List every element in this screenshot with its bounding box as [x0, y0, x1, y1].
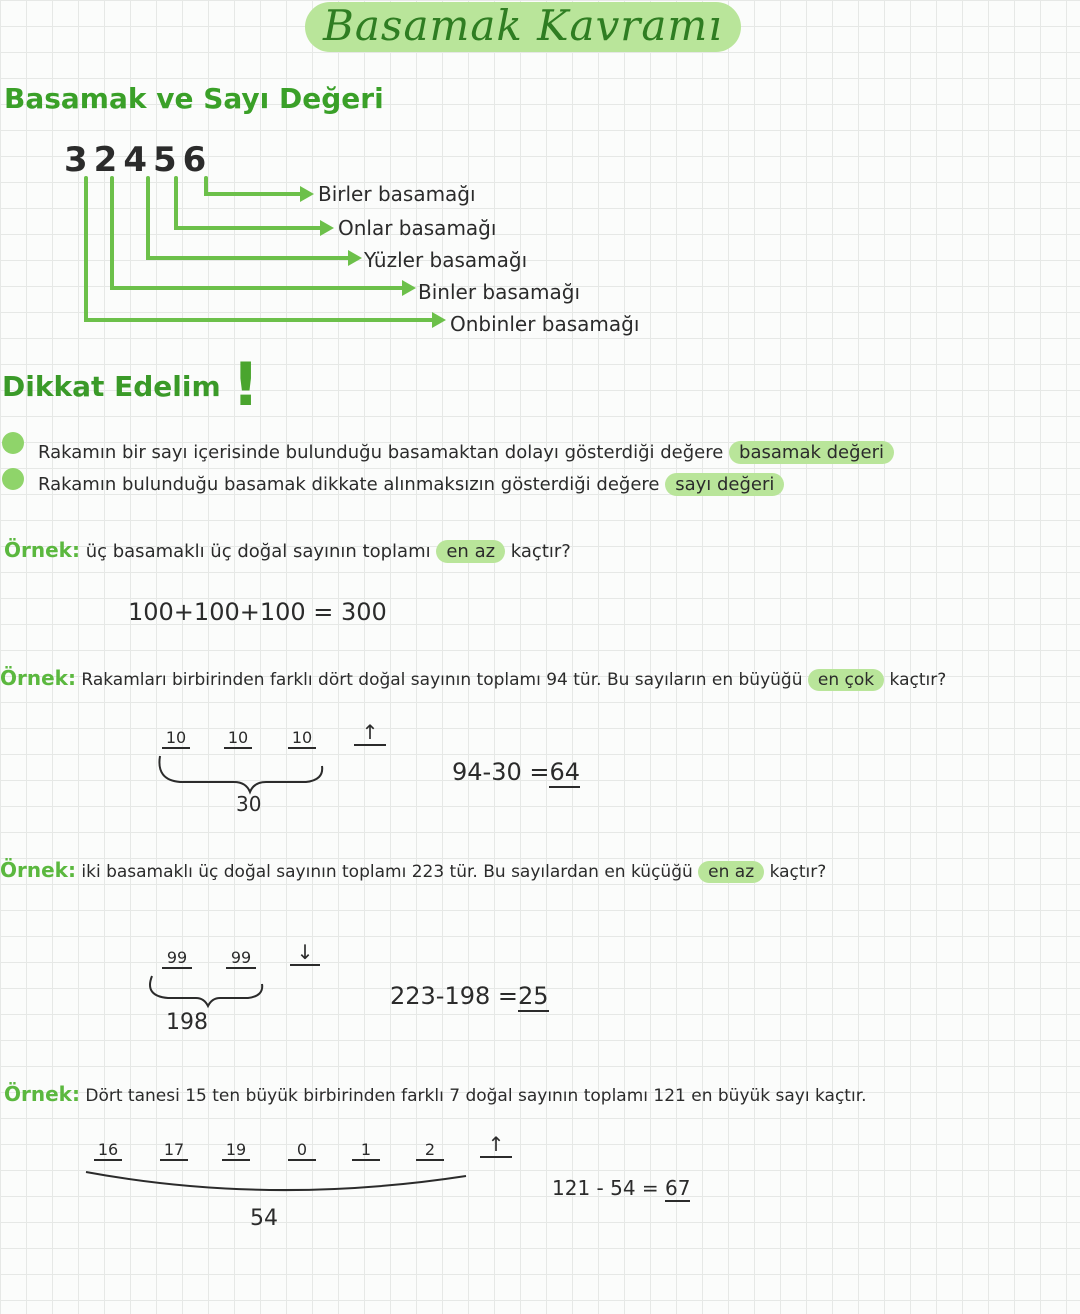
up-arrow-icon: ↑: [480, 1132, 512, 1158]
page-title: Basamak Kavramı: [305, 2, 741, 52]
example-4-question: Örnek: Dört tanesi 15 ten büyük birbirinden farklı 7 doğal sayının toplamı 121 en büyük sayı kaçtır.: [4, 1082, 867, 1106]
example-4-value: 2: [416, 1140, 444, 1161]
highlight-basamak-degeri: basamak değeri: [729, 441, 894, 464]
exclamation-icon: !: [232, 350, 260, 420]
example-4-value: 19: [222, 1140, 250, 1161]
example-2-value: 10: [288, 728, 316, 749]
highlight-sayi-degeri: sayı değeri: [665, 473, 784, 496]
example-2-solution: 94-30 =64: [452, 758, 581, 786]
example-3-sum: 198: [166, 1010, 208, 1035]
example-1-solution: 100+100+100 = 300: [128, 598, 387, 626]
example-3-question: Örnek: iki basamaklı üç doğal sayının toplamı 223 tür. Bu sayılardan en küçüğü en az kaçtır?: [0, 858, 827, 882]
example-2-value: 10: [224, 728, 252, 749]
up-arrow-icon: ↑: [354, 720, 386, 746]
place-hundreds: Yüzler basamağı: [364, 248, 528, 272]
section-heading-place-value: Basamak ve Sayı Değeri: [4, 82, 384, 115]
place-ten-thousands: Onbinler basamağı: [450, 312, 640, 336]
example-4-value: 0: [288, 1140, 316, 1161]
example-4-value: 1: [352, 1140, 380, 1161]
example-3-value: 99: [162, 948, 192, 969]
example-4-sum: 54: [250, 1206, 278, 1231]
section-heading-attention: Dikkat Edelim: [2, 370, 221, 403]
example-2-value: 10: [162, 728, 190, 749]
bullet-text-2: Rakamın bulunduğu basamak dikkate alınmaksızın gösterdiği değere sayı değeri: [38, 474, 784, 495]
place-tens: Onlar basamağı: [338, 216, 497, 240]
example-3-solution: 223-198 =25: [390, 982, 549, 1010]
place-thousands: Binler basamağı: [418, 280, 581, 304]
example-4-value: 16: [94, 1140, 122, 1161]
place-ones: Birler basamağı: [318, 182, 476, 206]
example-4-solution: 121 - 54 = 67: [552, 1176, 691, 1200]
example-3-value: 99: [226, 948, 256, 969]
bullet-text-1: Rakamın bir sayı içerisinde bulunduğu basamaktan dolayı gösterdiği değere basamak değeri: [38, 442, 894, 463]
example-2-question: Örnek: Rakamları birbirinden farklı dört doğal sayının toplamı 94 tür. Bu sayıların en büyüğü en çok kaçtır?: [0, 666, 947, 690]
example-1-question: Örnek: üç basamaklı üç doğal sayının toplamı en az kaçtır?: [4, 538, 571, 562]
down-arrow-icon: ↓: [290, 940, 320, 966]
example-2-sum: 30: [236, 792, 262, 816]
example-number: 32456: [64, 140, 213, 180]
example-4-value: 17: [160, 1140, 188, 1161]
